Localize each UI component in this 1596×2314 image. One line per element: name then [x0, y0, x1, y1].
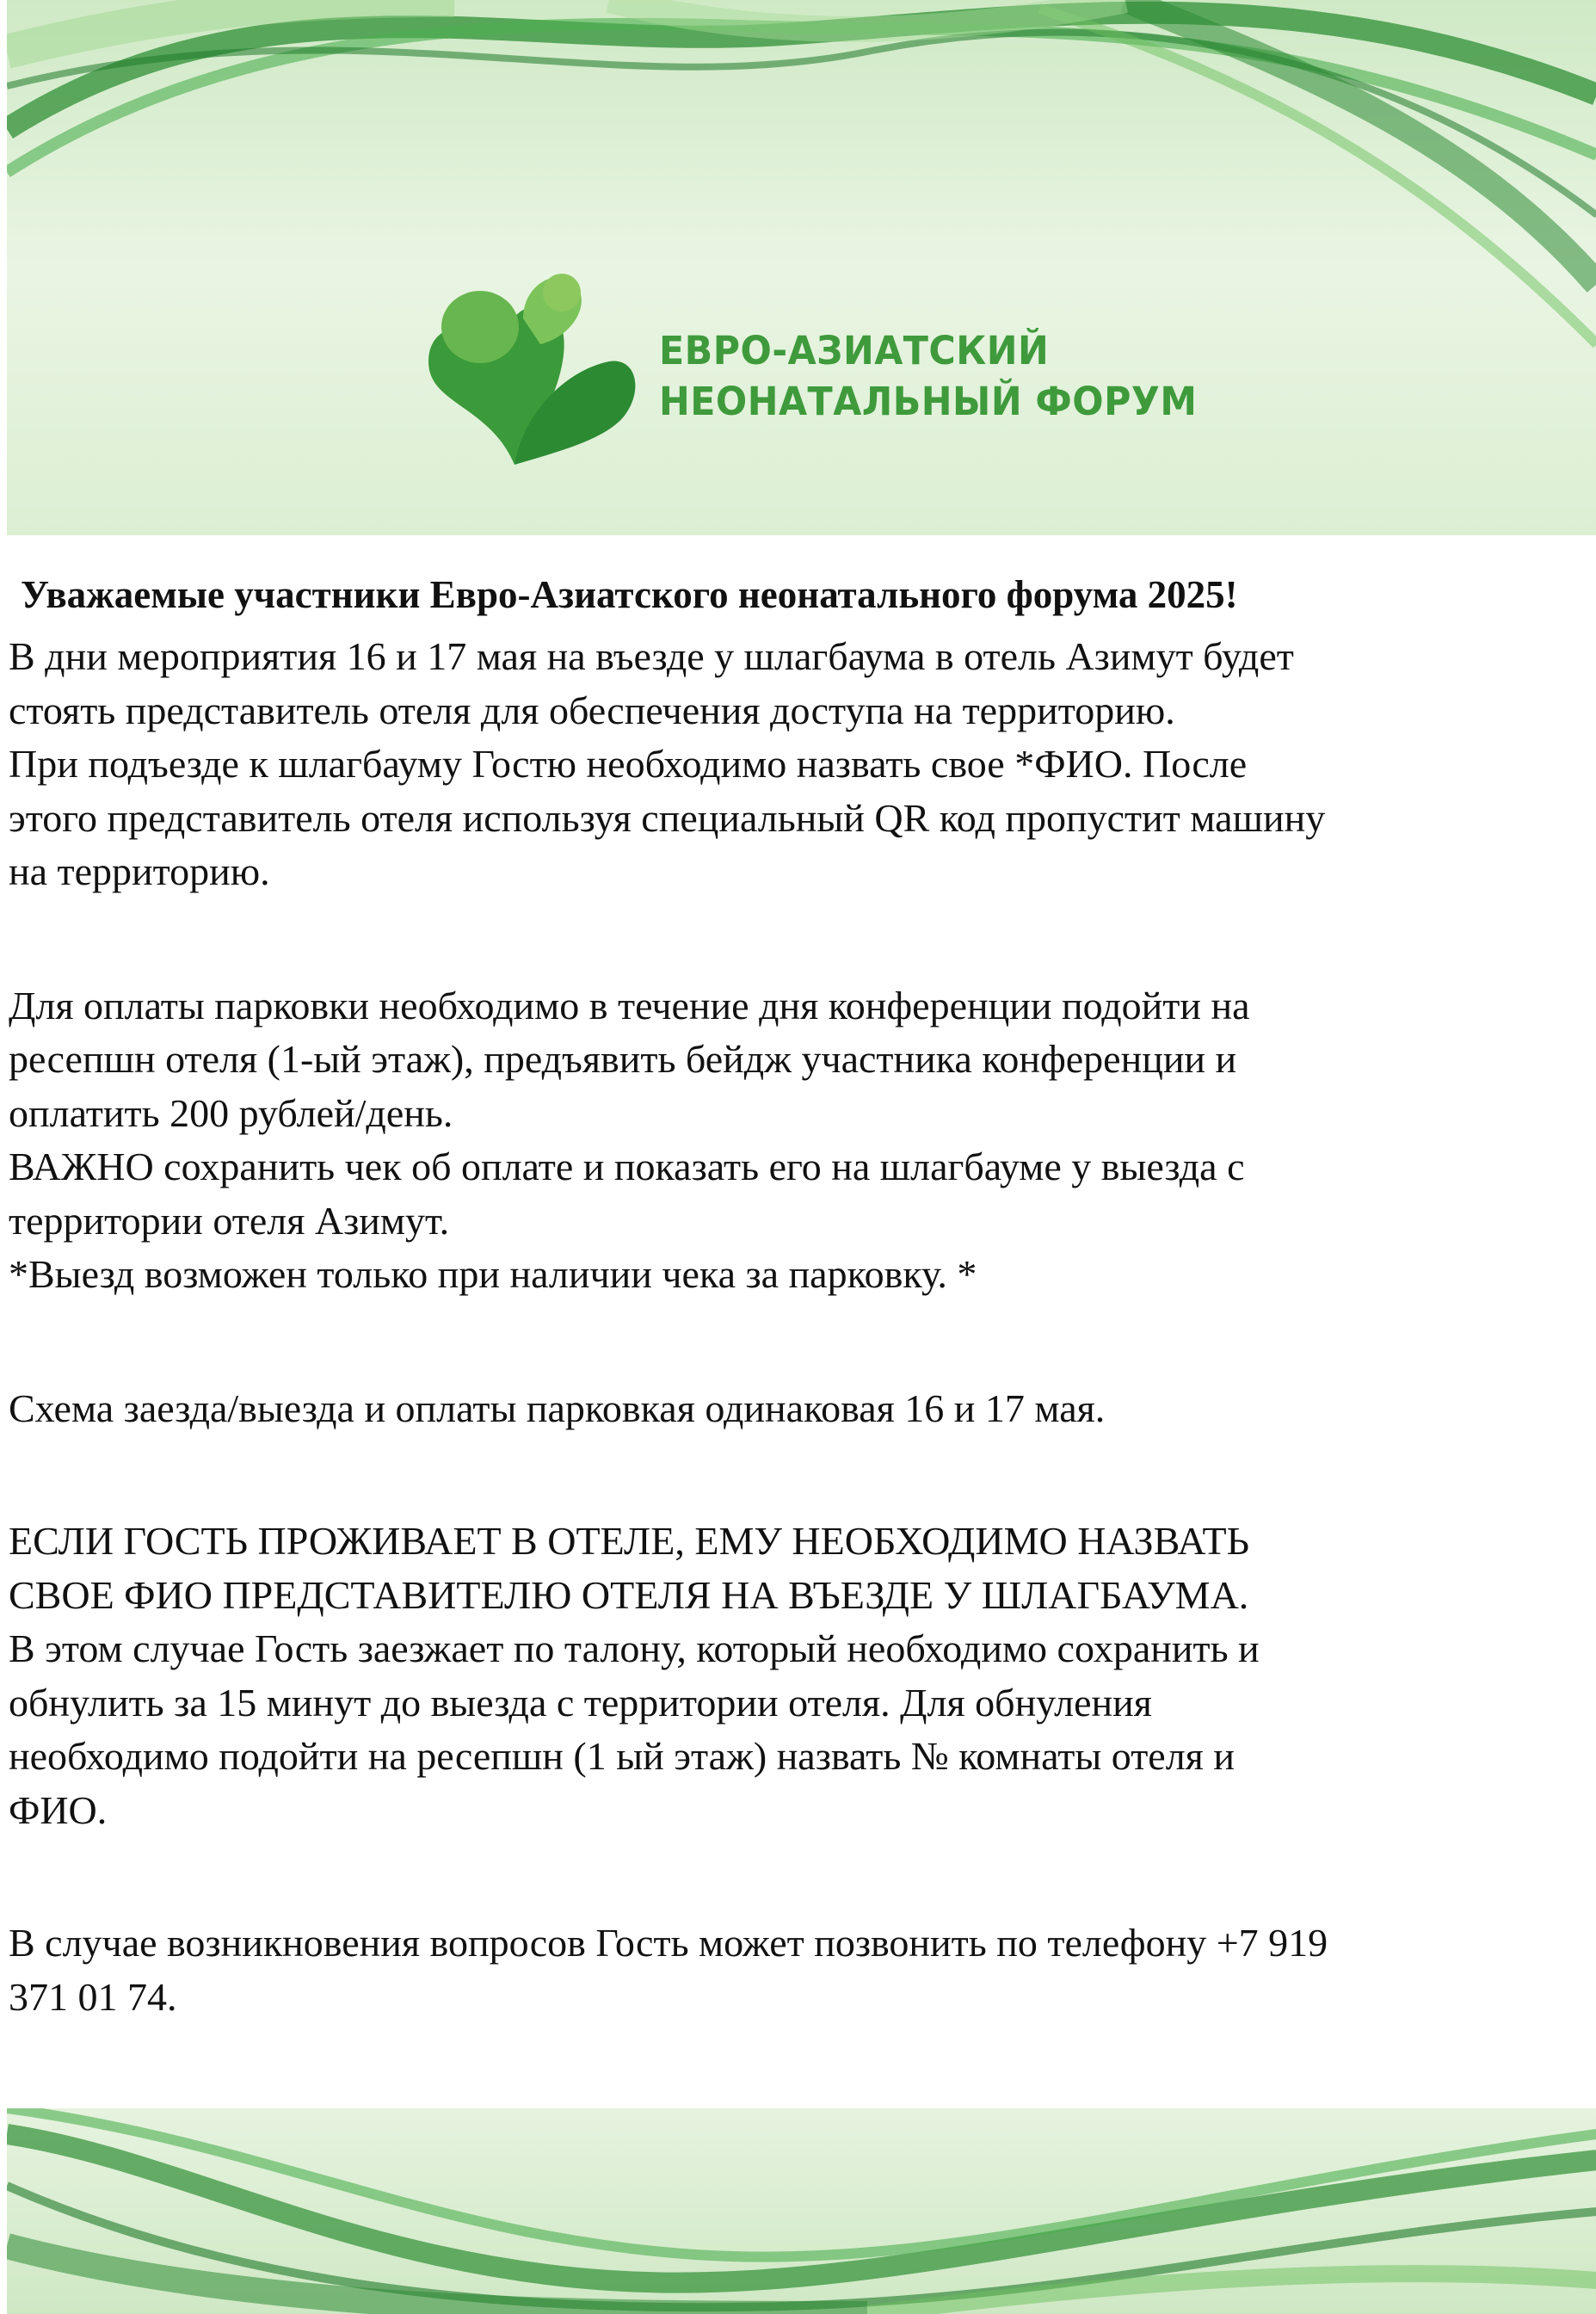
paragraph-contact-phone — [9, 1916, 1583, 2024]
text-line: оплатить 200 рублей/день. — [9, 1090, 453, 1135]
text-line: территории отеля Азимут. — [9, 1198, 450, 1243]
text-line: 371 01 74. — [9, 1974, 177, 2019]
text-line: При подъезде к шлагбауму Гостю необходимо назвать свое *ФИО. После — [9, 742, 1248, 786]
text-line: обнулить за 15 минут до выезда с территории отеля. Для обнуления — [9, 1680, 1152, 1725]
paragraph-parking-payment — [9, 979, 1583, 1302]
text-line: на территорию. — [9, 849, 270, 893]
text-line: *Выезд возможен только при наличии чека за парковку. * — [9, 1252, 977, 1296]
text-line: Схема заезда/выезда и оплаты парковкая одинаковая 16 и 17 мая. — [9, 1385, 1106, 1430]
notice-content — [9, 568, 1583, 2024]
text-line: В случае возникновения вопросов Гость может позвонить по телефону +7 919 — [9, 1921, 1328, 1965]
text-line: ФИО. — [9, 1787, 108, 1832]
paragraph-hotel-guests — [9, 1515, 1583, 1837]
bottom-banner — [7, 2108, 1596, 2314]
text-line: В дни мероприятия 16 и 17 мая на въезде у шлагбаума в отель Азимут будет — [9, 634, 1294, 678]
text-line: этого представитель отеля используя специальный QR код пропустит машину — [9, 795, 1326, 840]
green-wave-decoration — [7, 2108, 1596, 2314]
green-wave-decoration — [7, 0, 1596, 535]
text-line: ВАЖНО сохранить чек об оплате и показать его на шлагбауме у выезда с — [9, 1145, 1245, 1188]
forum-logo-text — [659, 325, 1197, 427]
text-line: СВОЕ ФИО ПРЕДСТАВИТЕЛЮ ОТЕЛЯ НА ВЪЕЗДЕ У ШЛАГБАУМА. — [9, 1572, 1249, 1617]
text-line: ресепшн отеля (1-ый этаж), предъявить бейдж участника конференции и — [9, 1037, 1237, 1081]
paragraph-entry-access — [9, 630, 1583, 899]
logo-line-1: ЕВРО-АЗИАТСКИЙ — [659, 328, 1050, 373]
text-line: Для оплаты парковки необходимо в течение дня конференции подойти на — [9, 983, 1250, 1027]
text-line: ЕСЛИ ГОСТЬ ПРОЖИВАЕТ В ОТЕЛЕ, ЕМУ НЕОБХОДИМО НАЗВАТЬ — [9, 1519, 1250, 1563]
top-banner — [7, 0, 1596, 535]
text-line: В этом случае Гость заезжает по талону, который необходимо сохранить и — [9, 1626, 1260, 1670]
text-line: необходимо подойти на ресепшн (1 ый этаж) назвать № комнаты отеля и — [9, 1734, 1235, 1778]
text-line: стоять представитель отеля для обеспечения доступа на территорию. — [9, 688, 1175, 732]
page-title: Уважаемые участники Евро-Азиатского неонатального форума 2025! — [21, 573, 1238, 616]
paragraph-schedule — [9, 1382, 1583, 1436]
logo-line-2: НЕОНАТАЛЬНЫЙ ФОРУМ — [659, 379, 1198, 424]
